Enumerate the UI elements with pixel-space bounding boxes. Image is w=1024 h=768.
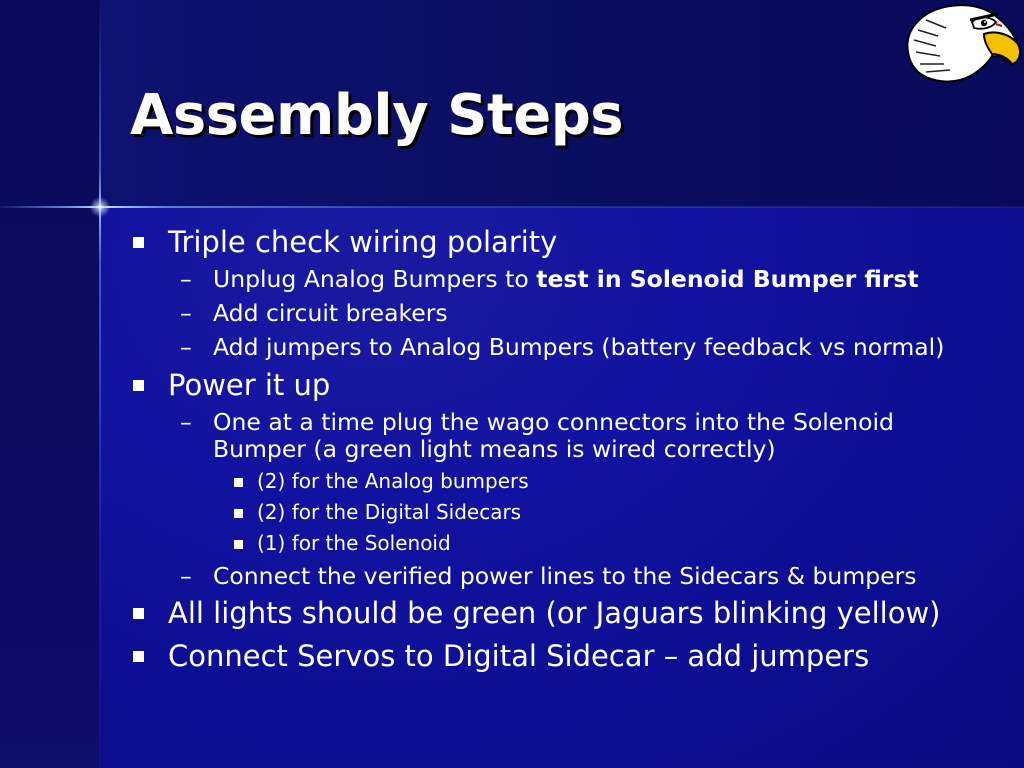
sub-bullet-item: Connect the verified power lines to the Sidecars & bumpers	[213, 562, 917, 590]
sub-sub-bullet-item: (1) for the Solenoid	[257, 531, 451, 555]
sub-sub-bullet-item: (2) for the Digital Sidecars	[257, 500, 522, 524]
dash-bullet-icon: –	[180, 333, 192, 361]
bullet-square-icon	[133, 651, 144, 662]
sub-bullet-item-continued: Bumper (a green light means is wired correctly)	[213, 435, 776, 463]
bullet-square-icon	[133, 380, 144, 391]
bullet-item: Triple check wiring polarity	[168, 225, 558, 259]
dash-bullet-icon: –	[180, 408, 192, 436]
bullet-item: All lights should be green (or Jaguars blinking yellow)	[168, 596, 941, 630]
bullet-square-icon	[133, 237, 144, 248]
bullet-square-small-icon	[234, 540, 243, 549]
slide-title: Assembly Steps	[130, 83, 624, 148]
bullet-square-icon	[133, 608, 144, 619]
sub-bullet-bold-text: test in Solenoid Bumper first	[536, 265, 919, 293]
sub-bullet-item	[213, 265, 919, 293]
sub-bullet-item: Add circuit breakers	[213, 299, 448, 327]
sub-bullet-item: Add jumpers to Analog Bumpers (battery feedback vs normal)	[213, 333, 945, 361]
bullet-item: Connect Servos to Digital Sidecar – add jumpers	[168, 639, 870, 673]
bullet-square-small-icon	[234, 478, 243, 487]
sub-bullet-item: One at a time plug the wago connectors into the Solenoid	[213, 408, 894, 436]
bullet-item: Power it up	[168, 368, 331, 402]
dash-bullet-icon: –	[180, 299, 192, 327]
sub-bullet-text: Unplug Analog Bumpers to	[213, 265, 537, 293]
bullet-square-small-icon	[234, 509, 243, 518]
sub-sub-bullet-item: (2) for the Analog bumpers	[257, 469, 529, 493]
dash-bullet-icon: –	[180, 562, 192, 590]
dash-bullet-icon: –	[180, 265, 192, 293]
